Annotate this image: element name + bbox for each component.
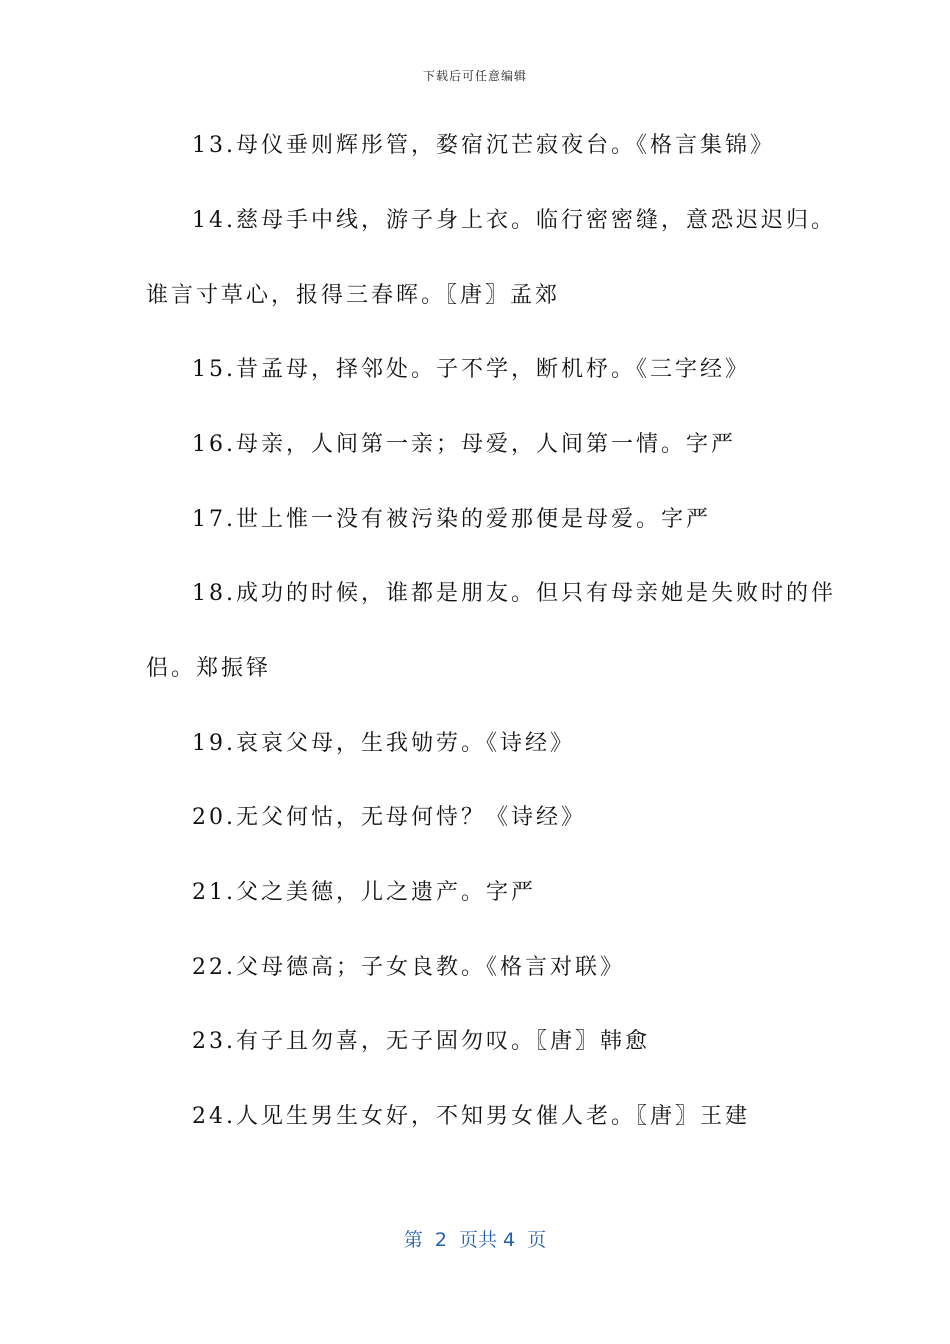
header-note: 下载后可任意编辑 <box>422 69 527 83</box>
quote-line-14: 14.慈母手中线，游子身上衣。临行密密缝，意恐迟迟归。 <box>192 208 836 233</box>
quote-line-22: 22.父母德高；子女良教。《格言对联》 <box>192 955 625 980</box>
quote-line-19: 19.哀哀父母，生我劬劳。《诗经》 <box>192 731 575 756</box>
quote-line-17: 17.世上惟一没有被污染的爱那便是母爱。字严 <box>192 507 711 532</box>
quote-line-23: 23.有子且勿喜，无子固勿叹。〖唐〗韩愈 <box>192 1029 650 1054</box>
page-number-footer: 第 2 页共 4 页 <box>403 1229 547 1251</box>
quote-line-13: 13.母仪垂则辉彤管，婺宿沉芒寂夜台。《格言集锦》 <box>192 133 775 158</box>
quote-line-21: 21.父之美德，儿之遗产。字严 <box>192 880 536 905</box>
quote-line-18-cont: 侣。郑振铎 <box>146 656 272 681</box>
quote-line-24: 24.人见生男生女好，不知男女催人老。〖唐〗王建 <box>192 1104 750 1129</box>
quote-line-16: 16.母亲，人间第一亲；母爱，人间第一情。字严 <box>192 432 736 457</box>
quote-line-15: 15.昔孟母，择邻处。子不学，断机杼。《三字经》 <box>192 357 750 382</box>
quote-line-20: 20.无父何怙，无母何恃？《诗经》 <box>192 805 586 830</box>
quote-line-18: 18.成功的时候，谁都是朋友。但只有母亲她是失败时的伴 <box>192 581 836 606</box>
quote-line-14-cont: 谁言寸草心，报得三春晖。〖唐〗孟郊 <box>146 283 561 308</box>
